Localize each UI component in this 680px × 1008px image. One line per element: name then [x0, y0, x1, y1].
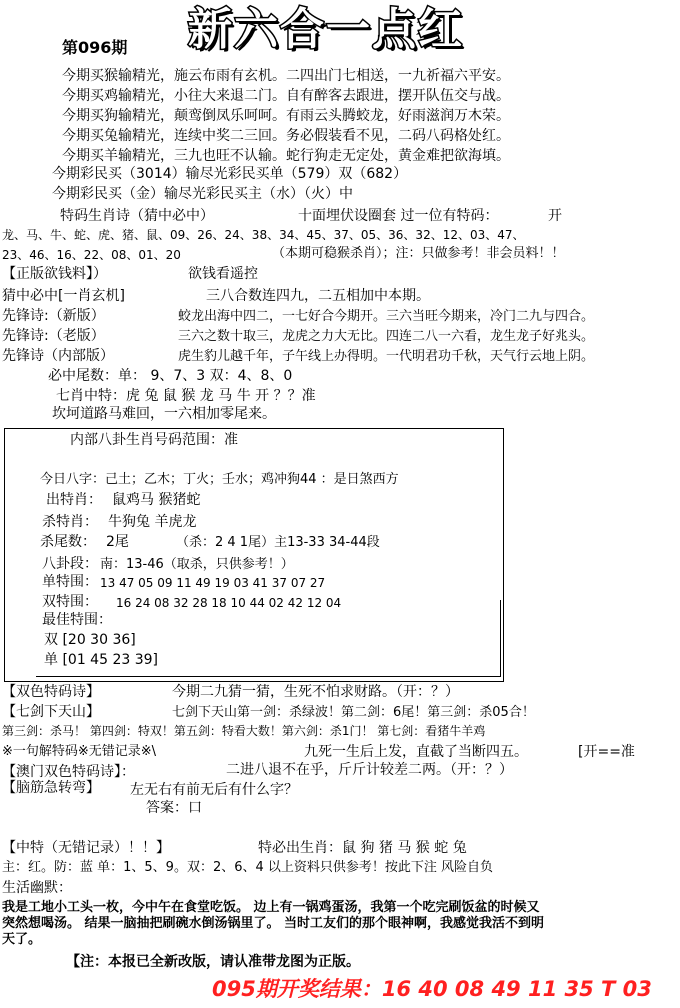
- previous-draw-result: 095期开奖结果：16 40 08 49 11 35 T 03: [212, 977, 652, 1001]
- poem-line: 今期买兔输精光，连续中奖二三回。务必假装看不见，二码八码格处红。: [62, 128, 510, 144]
- lottery-line-2: 今期彩民买（金）输尽光彩民买主（水）（火）中: [52, 186, 353, 202]
- brain-question: 左无右有前无后有什么字？: [130, 782, 298, 798]
- seven-zodiac-line: 七肖中特：虎 兔 鼠 猴 龙 马 牛 开 ？？准: [56, 388, 316, 404]
- period-number: 第096期: [62, 38, 128, 57]
- bazi-line: 今日八字：己土；乙木；丁火；壬水；鸡冲狗44 ：是日煞西方: [40, 472, 399, 487]
- edition-note: 【注：本报已全新改版，请认准带龙图为正版。: [66, 954, 360, 970]
- kill-tail-label: 杀尾数：: [40, 534, 96, 550]
- humor-text-3: 天了。: [2, 932, 42, 947]
- kill-tail-value: 2尾: [106, 534, 129, 550]
- special-numbers-row-1: 龙、马、牛、蛇、虎、猪、鼠、09、26、24、38、34、45、37、05、36、32、12、03、47、: [2, 228, 525, 242]
- single-special-values: 13 47 05 09 11 49 19 03 41 37 07 27: [100, 576, 326, 590]
- qijian-text: 七剑下天山第一剑：杀绿波！第二剑：6尾！第三剑：杀05合！: [172, 705, 535, 720]
- yiju-text: 九死一生后上发，直截了当断四五。: [304, 744, 528, 760]
- humor-text-2: 突然想喝汤。 结果一脑抽把刷碗水倒汤锅里了。 当时工友们的那个眼神啊，我感觉我活不到明: [2, 916, 545, 931]
- shuangse-label: 【双色特码诗】: [2, 684, 100, 700]
- zhengban-label: 【正版欲钱料】）: [2, 266, 107, 282]
- best-special-label: 最佳特围：: [42, 612, 112, 628]
- kill-tail-note: （杀：2 4 1尾）主13-33 34-44段: [176, 535, 380, 550]
- brain-label: 【脑筋急转弯】: [2, 780, 100, 796]
- double-special-values: 16 24 08 32 28 18 10 44 02 42 12 04: [116, 596, 342, 610]
- best-single: 单 [01 45 23 39]: [44, 652, 158, 668]
- kill-zodiac-label: 杀特肖：: [42, 514, 98, 530]
- yiju-end: [开==准: [578, 744, 635, 760]
- guess-text: 三八合数连四九，二五相加中本期。: [206, 288, 430, 304]
- yiju-label: ※一句解特码※无错记录※\: [2, 744, 157, 759]
- main-line: 主：红。防：蓝 单：1、5、9。双：2、6、4 以上资料只供参考！按此下注 风险自负: [2, 860, 494, 875]
- out-zodiac-value: 鼠鸡马 猴猪蛇: [112, 492, 201, 508]
- newspaper-title: 新六合一点红: [188, 4, 464, 55]
- qijian-label: 【七剑下天山】: [2, 704, 100, 720]
- pioneer-old-text: 三六之数十取三，龙虎之力大无比。四连二八一六看，龙生龙子好兆头。: [178, 329, 595, 344]
- zhongte-label: 【中特（无错记录）！！】: [2, 840, 170, 856]
- out-zodiac-label: 出特肖：: [46, 492, 102, 508]
- pioneer-old-label: 先锋诗:（老版）: [2, 328, 105, 344]
- special-note: （本期可稳猴杀肖）；注：只做参考！非会员料！！: [272, 246, 565, 261]
- bagua-title: 内部八卦生肖号码范围：准: [70, 432, 238, 448]
- bagua-segment-label: 八卦段：: [42, 556, 98, 572]
- macau-label: 【澳门双色特码诗】：: [2, 764, 135, 780]
- zhongte-text: 特必出生肖：鼠 狗 猪 马 猴 蛇 兔: [258, 840, 467, 856]
- pioneer-inner-text: 虎生豹儿越千年，子午线上办得明。一代明君功千秋，天气行云地上阴。: [178, 349, 595, 364]
- pioneer-new-label: 先锋诗:（新版）: [2, 308, 105, 324]
- poem-line: 今期买羊输精光，三九也旺不认输。蛇行狗走无定处，黄金难把欲海填。: [62, 148, 510, 164]
- brain-answer: 答案：口: [146, 800, 202, 816]
- kill-zodiac-value: 牛狗兔 羊虎龙: [108, 514, 197, 530]
- best-double: 双 [20 30 36]: [44, 632, 136, 648]
- special-numbers-row-2: 23、46、16、22、08、01、20: [2, 248, 181, 262]
- pioneer-new-text: 蛟龙出海中四二，一七好合今期开。三六当旺今期来，冷门二九与四合。: [178, 309, 595, 324]
- single-special-label: 单特围：: [42, 574, 98, 590]
- qijian-line-2: 第三剑：杀马！ 第四剑：特双！第五剑：特看大数！第六剑：杀1门！ 第七剑：看猪牛羊鸡: [2, 724, 486, 738]
- poem-line: 今期买狗输精光，颠鸾倒凤乐呵呵。有雨云头腾蛟龙，好雨滋润万木荣。: [62, 108, 510, 124]
- macau-text: 二进八退不在乎，斤斤计较差二两。（开：？）: [226, 762, 513, 778]
- poem-line: 今期买鸡输精光，小往大来退二门。自有醉客去跟进，摆开队伍交与战。: [62, 88, 510, 104]
- special-end: 开: [548, 208, 562, 224]
- guess-label: 猜中必中[一肖玄机]: [2, 288, 125, 304]
- shuangse-text: 今期二九猜一猜，生死不怕求财路。（开：？）: [172, 684, 459, 700]
- humor-text-1: 我是工地小工头一枚，今中午在食堂吃饭。 边上有一锅鸡蛋汤，我第一个吃完刷饭盆的时候又: [2, 900, 540, 915]
- zhengban-text: 欲钱看遥控: [188, 266, 258, 282]
- lucky-tail-line: 必中尾数：单： 9、7、3 双：4、8、0: [48, 368, 293, 384]
- poem-line: 今期买猴输精光，施云布雨有玄机。二四出门七相送，一九祈福六平安。: [62, 68, 510, 84]
- special-mid: 十面埋伏设圈套 过一位有特码：: [298, 208, 499, 224]
- special-label: 特码生肖诗（猜中必中）: [60, 208, 214, 224]
- lottery-line-1: 今期彩民买（3014）输尽光彩民买单（579）双（682）: [52, 166, 408, 182]
- pioneer-inner-label: 先锋诗（内部版）: [2, 348, 114, 364]
- humor-label: 生活幽默：: [2, 880, 72, 896]
- kan-line: 坎坷道路马难回，一六相加零尾来。: [52, 406, 276, 422]
- double-special-label: 双特围：: [42, 594, 98, 610]
- bagua-segment-value: 南：13-46（取杀，只供参考！）: [100, 557, 294, 572]
